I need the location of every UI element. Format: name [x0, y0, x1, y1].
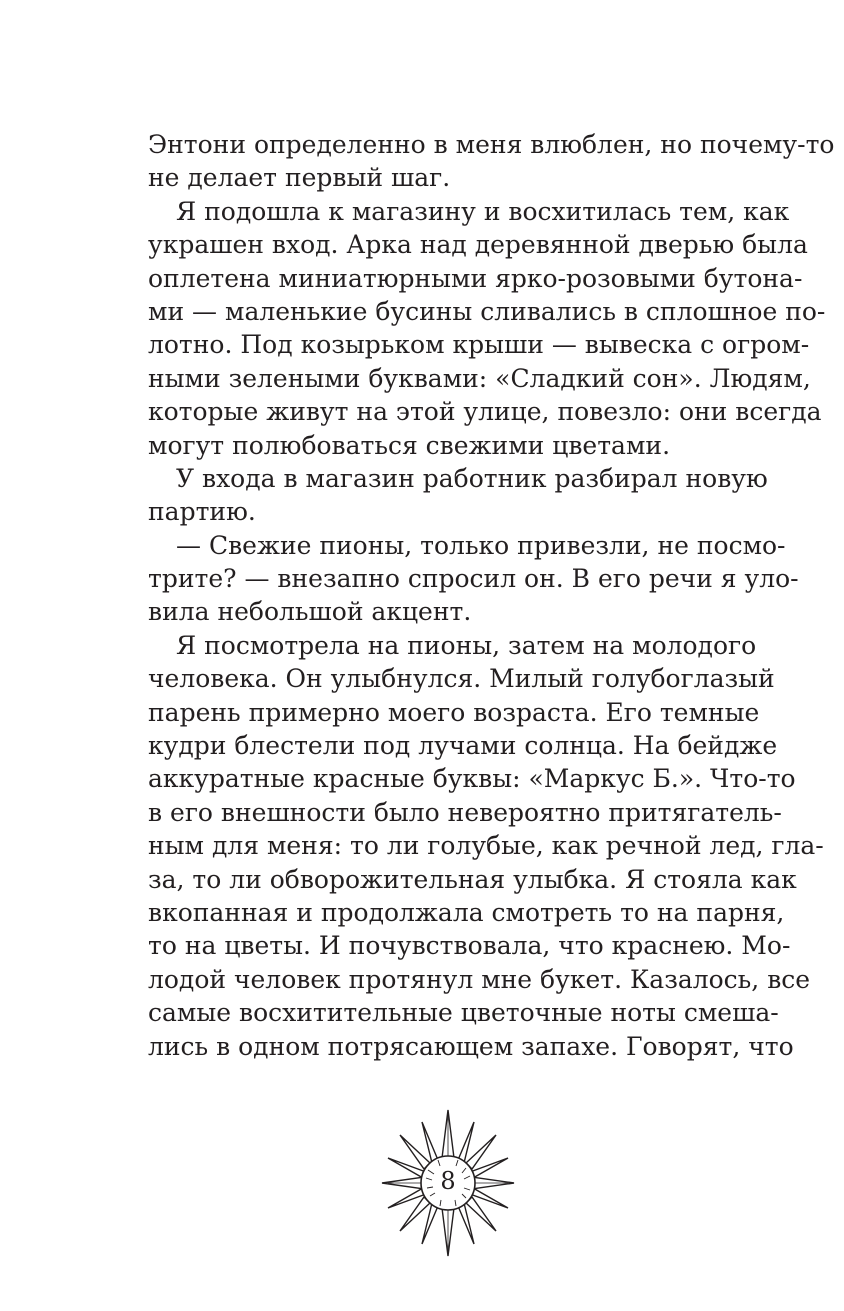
text-line: могут полюбоваться свежими цветами. — [148, 430, 671, 460]
page-number: 8 — [440, 1167, 456, 1195]
text-line: то на цветы. И почувствовала, что краснею. Мо- — [148, 931, 791, 961]
text-line: не делает первый шаг. — [148, 163, 451, 193]
text-line: лодой человек протянул мне букет. Казалось, все — [148, 964, 811, 994]
text-line: за, то ли обворожительная улыбка. Я стояла как — [148, 864, 797, 894]
text-line: Я подошла к магазину и восхитилась тем, как — [176, 196, 790, 226]
text-line: которые живут на этой улице, повезло: они всегда — [148, 397, 822, 427]
text-line: самые восхитительные цветочные ноты смеша- — [148, 998, 779, 1028]
text-line: украшен вход. Арка над деревянной дверью была — [148, 230, 808, 260]
text-line: человека. Он улыбнулся. Милый голубоглазый — [148, 664, 775, 694]
text-line: У входа в магазин работник разбирал новую — [176, 463, 768, 493]
page-number-ornament — [378, 1108, 518, 1258]
body-text — [148, 128, 835, 1063]
text-line: ным для меня: то ли голубые, как речной лед, гла- — [148, 831, 824, 861]
text-line: вкопанная и продолжала смотреть то на парня, — [148, 897, 785, 927]
text-line: Энтони определенно в меня влюблен, но почему-то — [148, 130, 835, 159]
text-line: ми — маленькие бусины сливались в сплошное по- — [148, 296, 826, 326]
text-line: трите? — внезапно спросил он. В его речи я уло- — [148, 564, 799, 594]
text-line: лотно. Под козырьком крыши — вывеска с огром- — [148, 330, 810, 360]
text-line: Я посмотрела на пионы, затем на молодого — [176, 630, 757, 660]
text-line: парень примерно моего возраста. Его темные — [148, 697, 760, 727]
text-line: партию. — [148, 497, 256, 527]
text-line: аккуратные красные буквы: «Маркус Б.». Что-то — [148, 764, 796, 794]
text-line: лись в одном потрясающем запахе. Говорят, что — [148, 1031, 794, 1061]
text-line: — Свежие пионы, только привезли, не посмо- — [176, 530, 786, 560]
text-line: оплетена миниатюрными ярко-розовыми бутона- — [148, 263, 803, 293]
text-line: ными зелеными буквами: «Сладкий сон». Людям, — [148, 363, 811, 393]
text-line: в его внешности было невероятно притягатель- — [148, 797, 782, 827]
text-line: вила небольшой акцент. — [148, 597, 472, 627]
text-line: кудри блестели под лучами солнца. На бейдже — [148, 731, 778, 761]
